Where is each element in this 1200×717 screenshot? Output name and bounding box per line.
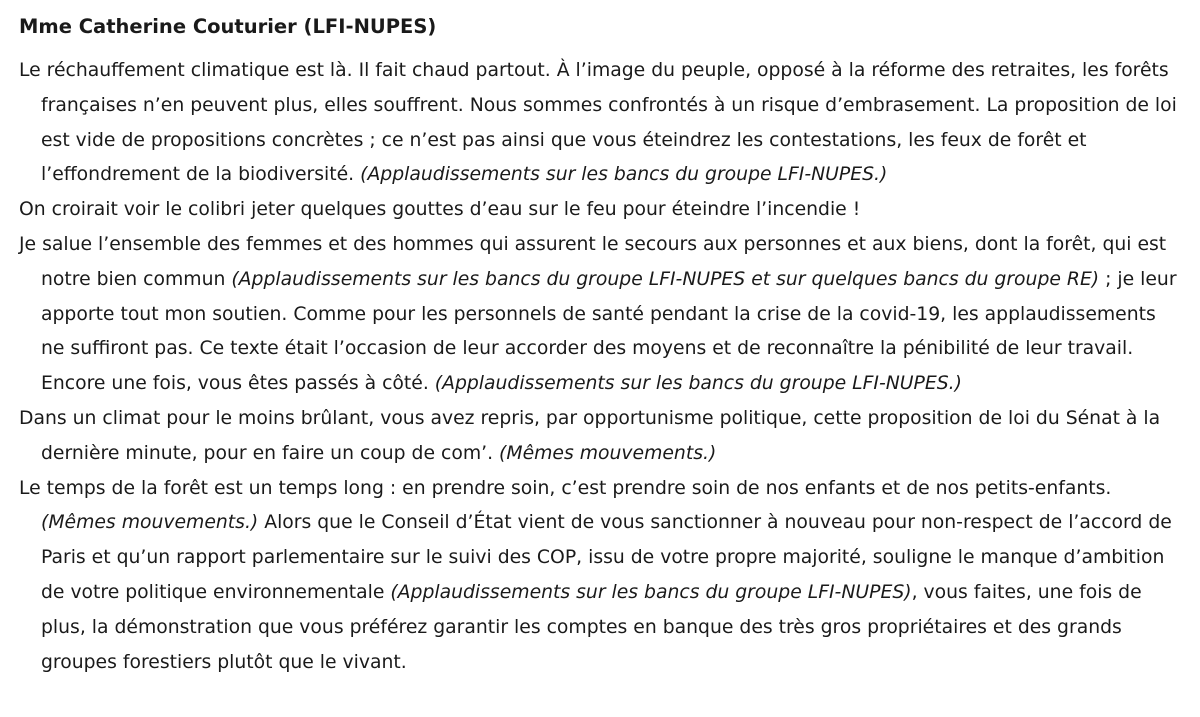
paragraph-text: , vous faites, une fois de plus, la démonstration que vous préférez garantir les comptes en banque des très gros propriétaires et des grands groupes forestiers plutôt que le vivant. bbox=[41, 581, 1142, 673]
paragraph bbox=[19, 402, 1180, 472]
stage-direction: (Mêmes mouvements.) bbox=[499, 442, 717, 464]
stage-direction: (Applaudissements sur les bancs du groupe LFI-NUPES) bbox=[390, 581, 912, 603]
speaker-name: Mme Catherine Couturier (LFI-NUPES) bbox=[19, 15, 437, 38]
stage-direction: (Mêmes mouvements.) bbox=[41, 512, 259, 534]
stage-direction: (Applaudissements sur les bancs du groupe LFI-NUPES et sur quelques bancs du groupe RE) bbox=[231, 268, 1100, 290]
paragraph bbox=[19, 54, 1180, 193]
paragraph bbox=[19, 193, 1180, 228]
paragraph bbox=[19, 472, 1180, 681]
paragraph-text: Dans un climat pour le moins brûlant, vous avez repris, par opportunisme politique, cette proposition de loi du Sénat à la dernière minute, pour en faire un coup de com’. bbox=[19, 407, 1161, 464]
paragraph-text: On croirait voir le colibri jeter quelques gouttes d’eau sur le feu pour éteindre l’incendie ! bbox=[19, 199, 861, 221]
paragraph-text: Alors que le Conseil d’État vient de vous sanctionner à nouveau pour non-respect de l’accord de Paris et qu’un rapport parlementaire sur le suivi des COP, issu de votre propre majorité, souligne le manque d’ambition de votre politique environnementale bbox=[41, 512, 1172, 603]
stage-direction: (Applaudissements sur les bancs du groupe LFI-NUPES.) bbox=[360, 164, 888, 186]
stage-direction: (Applaudissements sur les bancs du groupe LFI-NUPES.) bbox=[434, 373, 962, 395]
paragraph-text: Je salue l’ensemble des femmes et des hommes qui assurent le secours aux personnes et aux biens, dont la forêt, qui est notre bien commun bbox=[19, 233, 1167, 290]
paragraph-text: Le temps de la forêt est un temps long : en prendre soin, c’est prendre soin de nos enfants et de nos petits-enfants. bbox=[19, 477, 1112, 499]
paragraph-text: Le réchauffement climatique est là. Il fait chaud partout. À l’image du peuple, opposé à la réforme des retraites, les forêts françaises n’en peuvent plus, elles souffrent. Nous sommes confrontés à un risque d’embrasement. La proposition de loi est vide de propositions concrètes ; ce n’est pas ainsi que vous éteindrez les contestations, les feux de forêt et l’effondrement de la biodiversité. bbox=[19, 60, 1177, 186]
paragraph-text: ; je leur apporte tout mon soutien. Comme pour les personnels de santé pendant la crise de la covid-19, les applaudissements ne suffiront pas. Ce texte était l’occasion de leur accorder des moyens et de reconnaître la pénibilité de leur travail. Encore une fois, vous êtes passés à côté. bbox=[41, 268, 1177, 395]
paragraph bbox=[19, 228, 1180, 402]
